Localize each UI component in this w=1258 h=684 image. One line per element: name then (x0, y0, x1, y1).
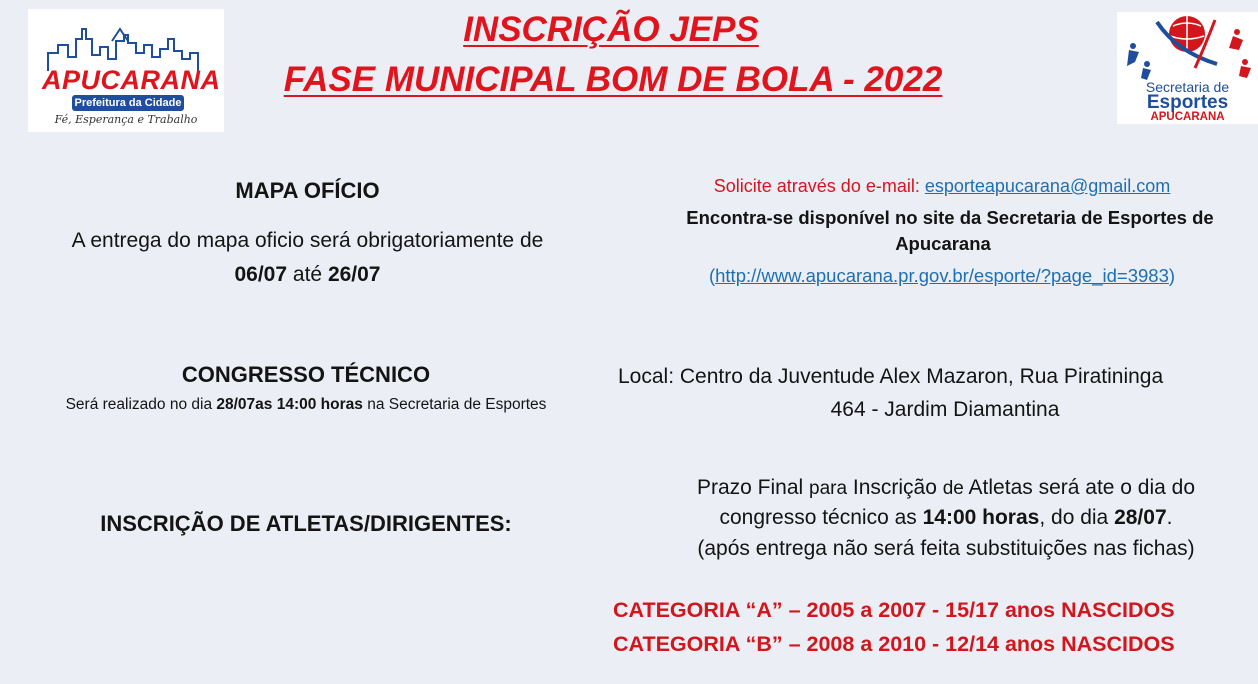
email-prefix: Solicite através do e-mail: (713, 176, 925, 196)
inscricao-heading: INSCRIÇÃO DE ATLETAS/DIRIGENTES: (100, 511, 512, 536)
inscricao-line1-b: para (809, 478, 848, 499)
page-subtitle: FASE MUNICIPAL BOM DE BOLA - 2022 (283, 60, 943, 99)
congresso-text (0, 396, 612, 414)
mapa-date-from: 06/07 (234, 263, 288, 286)
congresso-heading: CONGRESSO TÉCNICO (181, 362, 431, 387)
inscricao-line2 (596, 506, 1258, 530)
url-close: ) (1168, 265, 1176, 286)
mapa-connector: até (292, 263, 323, 286)
inscricao-line1-e: Atletas será ate o dia do (963, 476, 1196, 499)
inscricao-line1-d: de (942, 478, 964, 499)
inscricao-line2-a: congresso técnico as (719, 506, 923, 529)
email-link[interactable]: esporteapucarana@gmail.com (924, 176, 1171, 196)
mapa-date-to: 26/07 (327, 263, 381, 286)
logo-line2: Esportes (1146, 92, 1229, 113)
mapa-text: A entrega do mapa oficio será obrigatoriamente de (71, 229, 544, 252)
inscricao-line3: (após entrega não será feita substituições nas fichas) (697, 537, 1195, 560)
local-line2: 464 - Jardim Diamantina (830, 398, 1060, 421)
categoria-a: CATEGORIA “A” – 2005 a 2007 - 15/17 anos NASCIDOS (613, 598, 1175, 622)
available-line2: Apucarana (895, 233, 991, 254)
available-line1: Encontra-se disponível no site da Secretaria de Esportes de (686, 207, 1214, 228)
secretaria-esportes-logo (1117, 12, 1258, 124)
inscricao-line1 (596, 476, 1258, 500)
mapa-dates (0, 263, 615, 287)
inscricao-date: 28/07 (1114, 506, 1167, 529)
url-open: ( (708, 265, 716, 286)
logo-line3: APUCARANA (1150, 111, 1225, 123)
inscricao-line2-b: , do dia (1039, 506, 1115, 529)
url-line (592, 265, 1258, 287)
site-link[interactable]: http://www.apucarana.pr.gov.br/esporte/?page_id=3983 (715, 265, 1169, 286)
email-line (592, 176, 1258, 197)
inscricao-line2-c: . (1166, 506, 1173, 529)
congresso-text-prefix: Será realizado no dia (65, 396, 217, 413)
congresso-date: 28/07 (216, 396, 256, 413)
logo-slogan: Fé, Esperança e Trabalho (54, 113, 198, 126)
mapa-heading: MAPA OFÍCIO (235, 178, 380, 203)
congresso-text-suffix: na Secretaria de Esportes (362, 396, 547, 413)
page-title: INSCRIÇÃO JEPS (463, 10, 759, 49)
logo-city-name: APUCARANA (42, 65, 221, 95)
inscricao-line1-c: Inscrição (847, 476, 943, 499)
congresso-time: as 14:00 horas (255, 396, 363, 413)
logo-subtitle: Prefeitura da Cidade (72, 95, 184, 111)
local-line1: Local: Centro da Juventude Alex Mazaron, Rua Piratininga (618, 365, 1164, 388)
inscricao-line1-a: Prazo Final (696, 476, 809, 499)
inscricao-time: 14:00 horas (922, 506, 1040, 529)
categoria-b: CATEGORIA “B” – 2008 a 2010 - 12/14 anos NASCIDOS (613, 632, 1175, 656)
logo-line1: Secretaria de (1145, 79, 1230, 95)
